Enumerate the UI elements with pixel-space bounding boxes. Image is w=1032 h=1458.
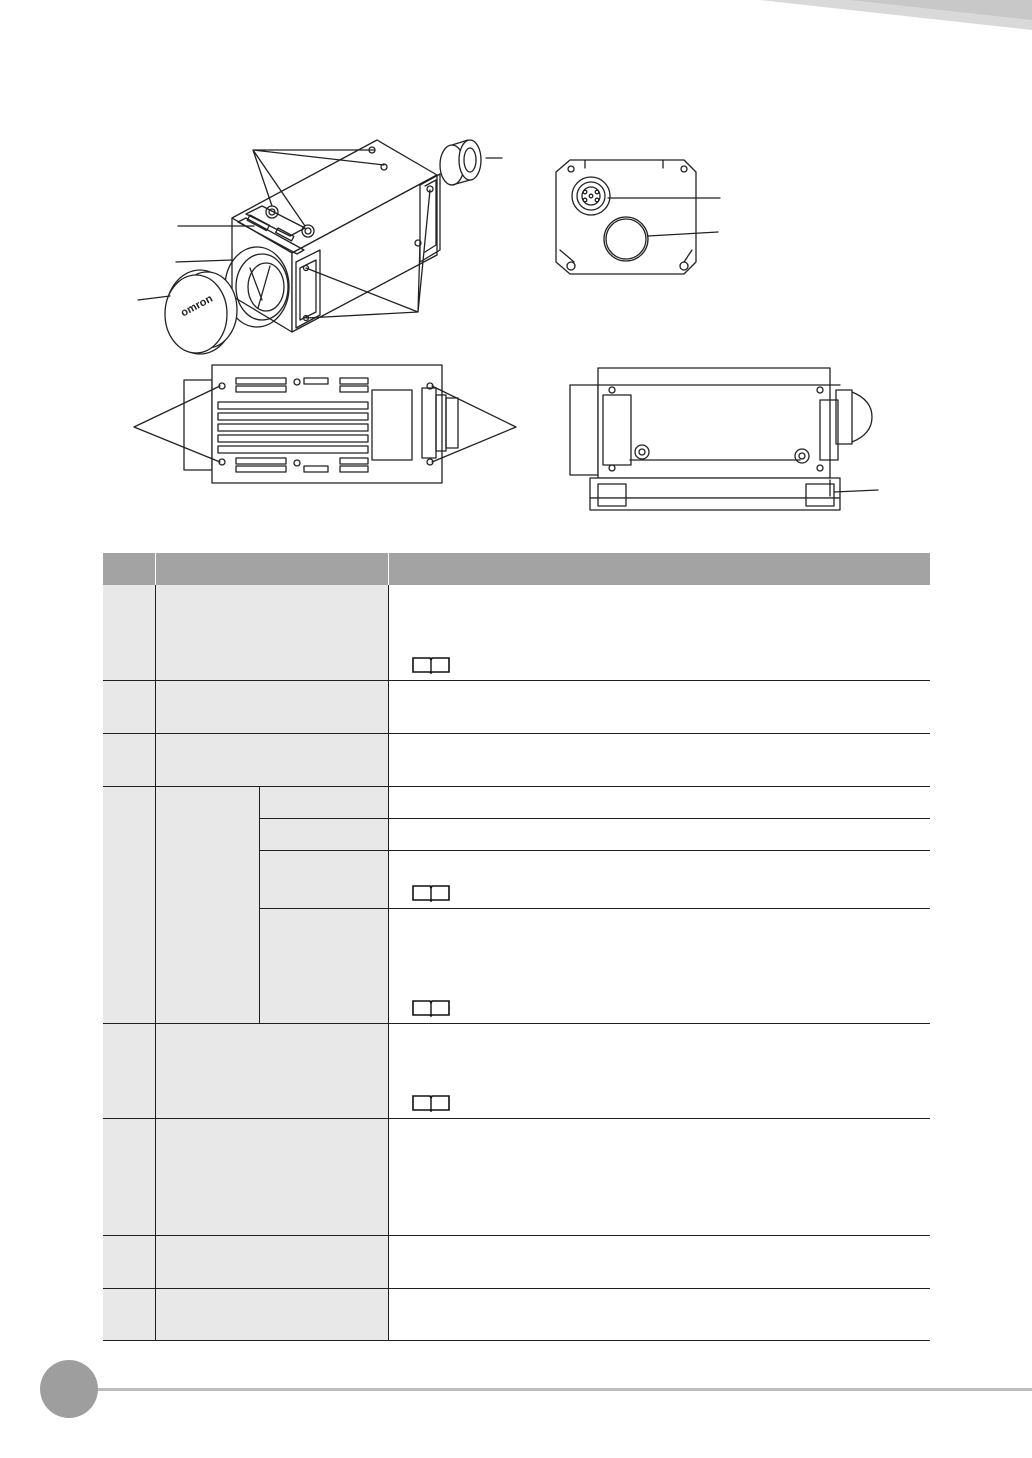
table-row bbox=[103, 1288, 930, 1340]
book-reference-icon[interactable] bbox=[411, 884, 451, 902]
row-part bbox=[155, 585, 388, 680]
row-description bbox=[388, 680, 930, 733]
row-number bbox=[103, 1118, 155, 1235]
row-part bbox=[155, 786, 259, 1023]
row-number bbox=[103, 786, 155, 1023]
row-description bbox=[388, 850, 930, 908]
row-description bbox=[388, 733, 930, 786]
row-subpart bbox=[259, 850, 388, 908]
table-row bbox=[103, 680, 930, 733]
camera-bottom-view bbox=[134, 365, 516, 483]
book-reference-icon[interactable] bbox=[411, 999, 451, 1017]
table-row bbox=[103, 1023, 930, 1118]
row-description bbox=[388, 818, 930, 850]
row-part bbox=[155, 1288, 388, 1340]
row-subpart bbox=[259, 908, 388, 1023]
camera-figure bbox=[0, 0, 1032, 530]
row-number bbox=[103, 1235, 155, 1288]
camera-side-view bbox=[570, 368, 878, 510]
parts-table bbox=[103, 553, 930, 1341]
row-number bbox=[103, 1023, 155, 1118]
row-number bbox=[103, 585, 155, 680]
row-number bbox=[103, 1288, 155, 1340]
table-row bbox=[103, 733, 930, 786]
logo-text: omron bbox=[178, 292, 215, 320]
header-number bbox=[103, 553, 155, 585]
header-description bbox=[388, 553, 930, 585]
row-description bbox=[388, 585, 930, 680]
row-part bbox=[155, 1118, 388, 1235]
row-subpart bbox=[259, 818, 388, 850]
page-number-badge bbox=[40, 1360, 98, 1418]
row-part bbox=[155, 733, 388, 786]
row-subpart bbox=[259, 786, 388, 818]
table-row bbox=[103, 585, 930, 680]
row-part bbox=[155, 1235, 388, 1288]
camera-rear-view bbox=[556, 160, 720, 274]
header-part-name bbox=[155, 553, 388, 585]
footer-rule bbox=[96, 1388, 1032, 1391]
table-row bbox=[103, 1118, 930, 1235]
book-reference-icon[interactable] bbox=[411, 1094, 451, 1112]
row-description bbox=[388, 786, 930, 818]
row-part bbox=[155, 1023, 388, 1118]
row-description bbox=[388, 908, 930, 1023]
table-row bbox=[103, 1235, 930, 1288]
book-reference-icon[interactable] bbox=[411, 656, 451, 674]
row-description bbox=[388, 1288, 930, 1340]
row-number bbox=[103, 733, 155, 786]
row-part bbox=[155, 680, 388, 733]
row-description bbox=[388, 1235, 930, 1288]
row-description bbox=[388, 1023, 930, 1118]
camera-isometric-view bbox=[138, 140, 502, 354]
row-number bbox=[103, 680, 155, 733]
row-description bbox=[388, 1118, 930, 1235]
table-row bbox=[103, 786, 930, 818]
table-header-row bbox=[103, 553, 930, 585]
